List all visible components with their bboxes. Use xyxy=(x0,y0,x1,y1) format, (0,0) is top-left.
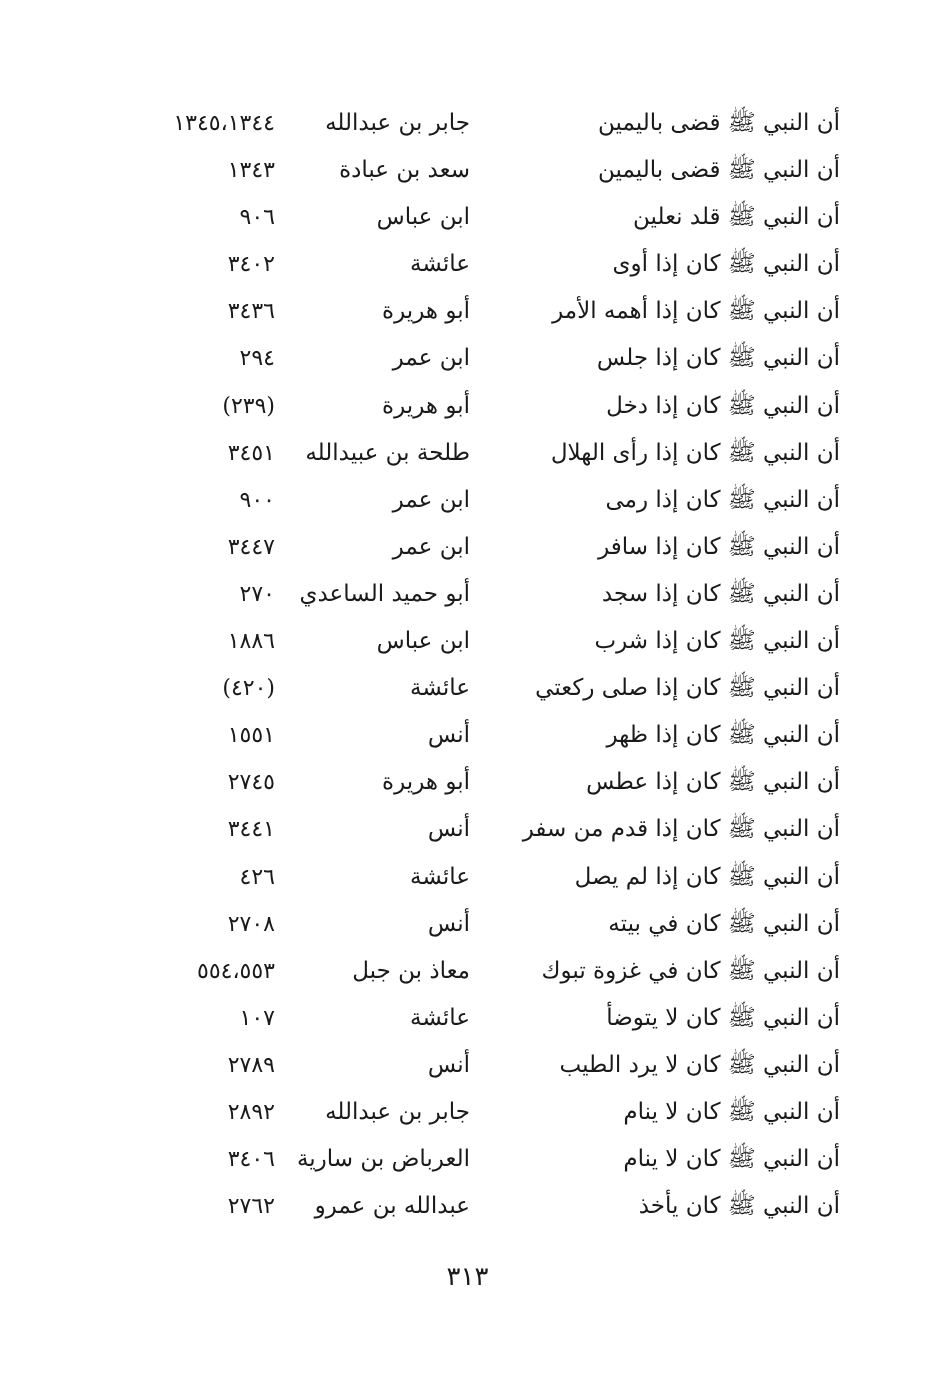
index-row xyxy=(0,430,935,477)
narrator-name: ابن عمر xyxy=(392,533,470,560)
narrator-name: عائشة xyxy=(410,863,470,890)
narrator-name: معاذ بن جبل xyxy=(352,957,470,984)
hadith-numbers: ٢٧٤٥ xyxy=(227,770,275,796)
index-row xyxy=(0,147,935,194)
narrator-name: أبو هريرة xyxy=(382,298,470,325)
narrator-name: عبدالله بن عمرو xyxy=(314,1193,470,1220)
hadith-numbers: ٣٤٤٧ xyxy=(227,534,275,560)
hadith-text: أن النبي ﷺ قضى باليمين xyxy=(598,110,840,136)
hadith-text: أن النبي ﷺ قضى باليمين xyxy=(598,157,840,184)
narrator-name: أبو هريرة xyxy=(382,769,470,796)
hadith-text: أن النبي ﷺ كان لا ينام xyxy=(623,1146,840,1173)
hadith-numbers: (٤٢٠) xyxy=(222,676,275,702)
index-row xyxy=(0,571,935,618)
hadith-numbers: ٣٤٠٢ xyxy=(227,252,275,278)
hadith-numbers: (٢٣٩) xyxy=(222,393,275,419)
hadith-numbers: ٣٤٤١ xyxy=(227,817,275,843)
hadith-numbers: ٢٩٤ xyxy=(239,346,275,372)
hadith-numbers: ٢٧٠ xyxy=(239,581,275,607)
hadith-text: أن النبي ﷺ كان لا ينام xyxy=(623,1098,840,1125)
hadith-numbers: ١٥٥١ xyxy=(227,723,275,749)
hadith-text: أن النبي ﷺ كان إذا سافر xyxy=(598,533,840,560)
hadith-numbers: ٢٧٨٩ xyxy=(227,1052,275,1078)
page-number: ٣١٣ xyxy=(446,1262,489,1292)
hadith-text: أن النبي ﷺ كان في غزوة تبوك xyxy=(541,957,840,984)
narrator-name: عائشة xyxy=(410,1004,470,1031)
hadith-text: أن النبي ﷺ كان إذا سجد xyxy=(601,580,840,607)
hadith-numbers: ٢٧٦٢ xyxy=(227,1194,275,1220)
narrator-name: طلحة بن عبيدالله xyxy=(305,439,470,466)
narrator-name: ابن عمر xyxy=(392,486,470,513)
hadith-text: أن النبي ﷺ كان إذا رمى xyxy=(605,486,840,513)
index-row xyxy=(0,665,935,712)
hadith-text: أن النبي ﷺ كان إذا أوى xyxy=(612,251,840,278)
narrator-name: ابن عباس xyxy=(376,204,470,231)
hadith-index-table xyxy=(0,100,935,1230)
index-row xyxy=(0,806,935,853)
hadith-numbers: ٣٤٥١ xyxy=(227,440,275,466)
hadith-numbers: ١٣٤٥،١٣٤٤ xyxy=(173,111,275,136)
index-row xyxy=(0,1136,935,1183)
hadith-text: أن النبي ﷺ كان إذا عطس xyxy=(586,769,840,796)
hadith-numbers: ٣٤٠٦ xyxy=(227,1147,275,1173)
hadith-text: أن النبي ﷺ كان إذا لم يصل xyxy=(574,863,840,890)
hadith-numbers: ٤٢٦ xyxy=(239,864,275,890)
narrator-name: ابن عمر xyxy=(392,345,470,372)
hadith-numbers: ٩٠٦ xyxy=(239,205,275,231)
hadith-text: أن النبي ﷺ كان إذا أهمه الأمر xyxy=(552,298,840,325)
narrator-name: جابر بن عبدالله xyxy=(325,1098,470,1125)
narrator-name: أبو حميد الساعدي xyxy=(299,580,470,607)
hadith-text: أن النبي ﷺ قلد نعلين xyxy=(633,204,840,231)
narrator-name: ابن عباس xyxy=(376,628,470,655)
hadith-numbers: ٢٨٩٢ xyxy=(227,1099,275,1125)
narrator-name: أنس xyxy=(427,816,470,843)
index-row xyxy=(0,524,935,571)
narrator-name: سعد بن عبادة xyxy=(339,157,470,184)
hadith-numbers: ٢٧٠٨ xyxy=(227,911,275,937)
index-row xyxy=(0,948,935,995)
hadith-numbers: ٣٤٣٦ xyxy=(227,299,275,325)
index-row xyxy=(0,477,935,524)
narrator-name: أنس xyxy=(427,722,470,749)
narrator-name: أبو هريرة xyxy=(382,392,470,419)
index-row xyxy=(0,901,935,948)
narrator-name: عائشة xyxy=(410,251,470,278)
hadith-numbers: ٥٥٤،٥٥٣ xyxy=(197,958,275,984)
index-row xyxy=(0,194,935,241)
hadith-numbers: ٩٠٠ xyxy=(239,487,275,513)
index-row xyxy=(0,759,935,806)
index-row xyxy=(0,100,935,147)
index-row xyxy=(0,383,935,430)
narrator-name: جابر بن عبدالله xyxy=(325,110,470,136)
index-row xyxy=(0,241,935,288)
hadith-text: أن النبي ﷺ كان إذا دخل xyxy=(606,392,840,419)
index-row xyxy=(0,288,935,335)
narrator-name: عائشة xyxy=(410,675,470,702)
index-row xyxy=(0,1089,935,1136)
index-row xyxy=(0,995,935,1042)
hadith-numbers: ١٠٧ xyxy=(239,1005,275,1031)
hadith-numbers: ١٨٨٦ xyxy=(227,629,275,655)
index-row xyxy=(0,854,935,901)
index-row xyxy=(0,335,935,382)
hadith-text: أن النبي ﷺ كان إذا شرب xyxy=(594,628,840,655)
index-row xyxy=(0,618,935,665)
hadith-text: أن النبي ﷺ كان لا يتوضأ xyxy=(606,1004,840,1031)
hadith-text: أن النبي ﷺ كان يأخذ xyxy=(638,1193,840,1220)
narrator-name: أنس xyxy=(427,1051,470,1078)
hadith-text: أن النبي ﷺ كان إذا قدم من سفر xyxy=(522,816,840,843)
hadith-text: أن النبي ﷺ كان إذا رأى الهلال xyxy=(550,439,840,466)
hadith-text: أن النبي ﷺ كان إذا ظهر xyxy=(606,722,840,749)
index-row xyxy=(0,1183,935,1230)
hadith-text: أن النبي ﷺ كان لا يرد الطيب xyxy=(559,1051,840,1078)
hadith-numbers: ١٣٤٣ xyxy=(227,158,275,184)
index-row xyxy=(0,1042,935,1089)
hadith-text: أن النبي ﷺ كان إذا صلى ركعتي xyxy=(535,675,840,702)
hadith-text: أن النبي ﷺ كان في بيته xyxy=(608,910,840,937)
hadith-text: أن النبي ﷺ كان إذا جلس xyxy=(596,345,840,372)
index-row xyxy=(0,712,935,759)
narrator-name: العرباض بن سارية xyxy=(296,1146,470,1173)
narrator-name: أنس xyxy=(427,910,470,937)
